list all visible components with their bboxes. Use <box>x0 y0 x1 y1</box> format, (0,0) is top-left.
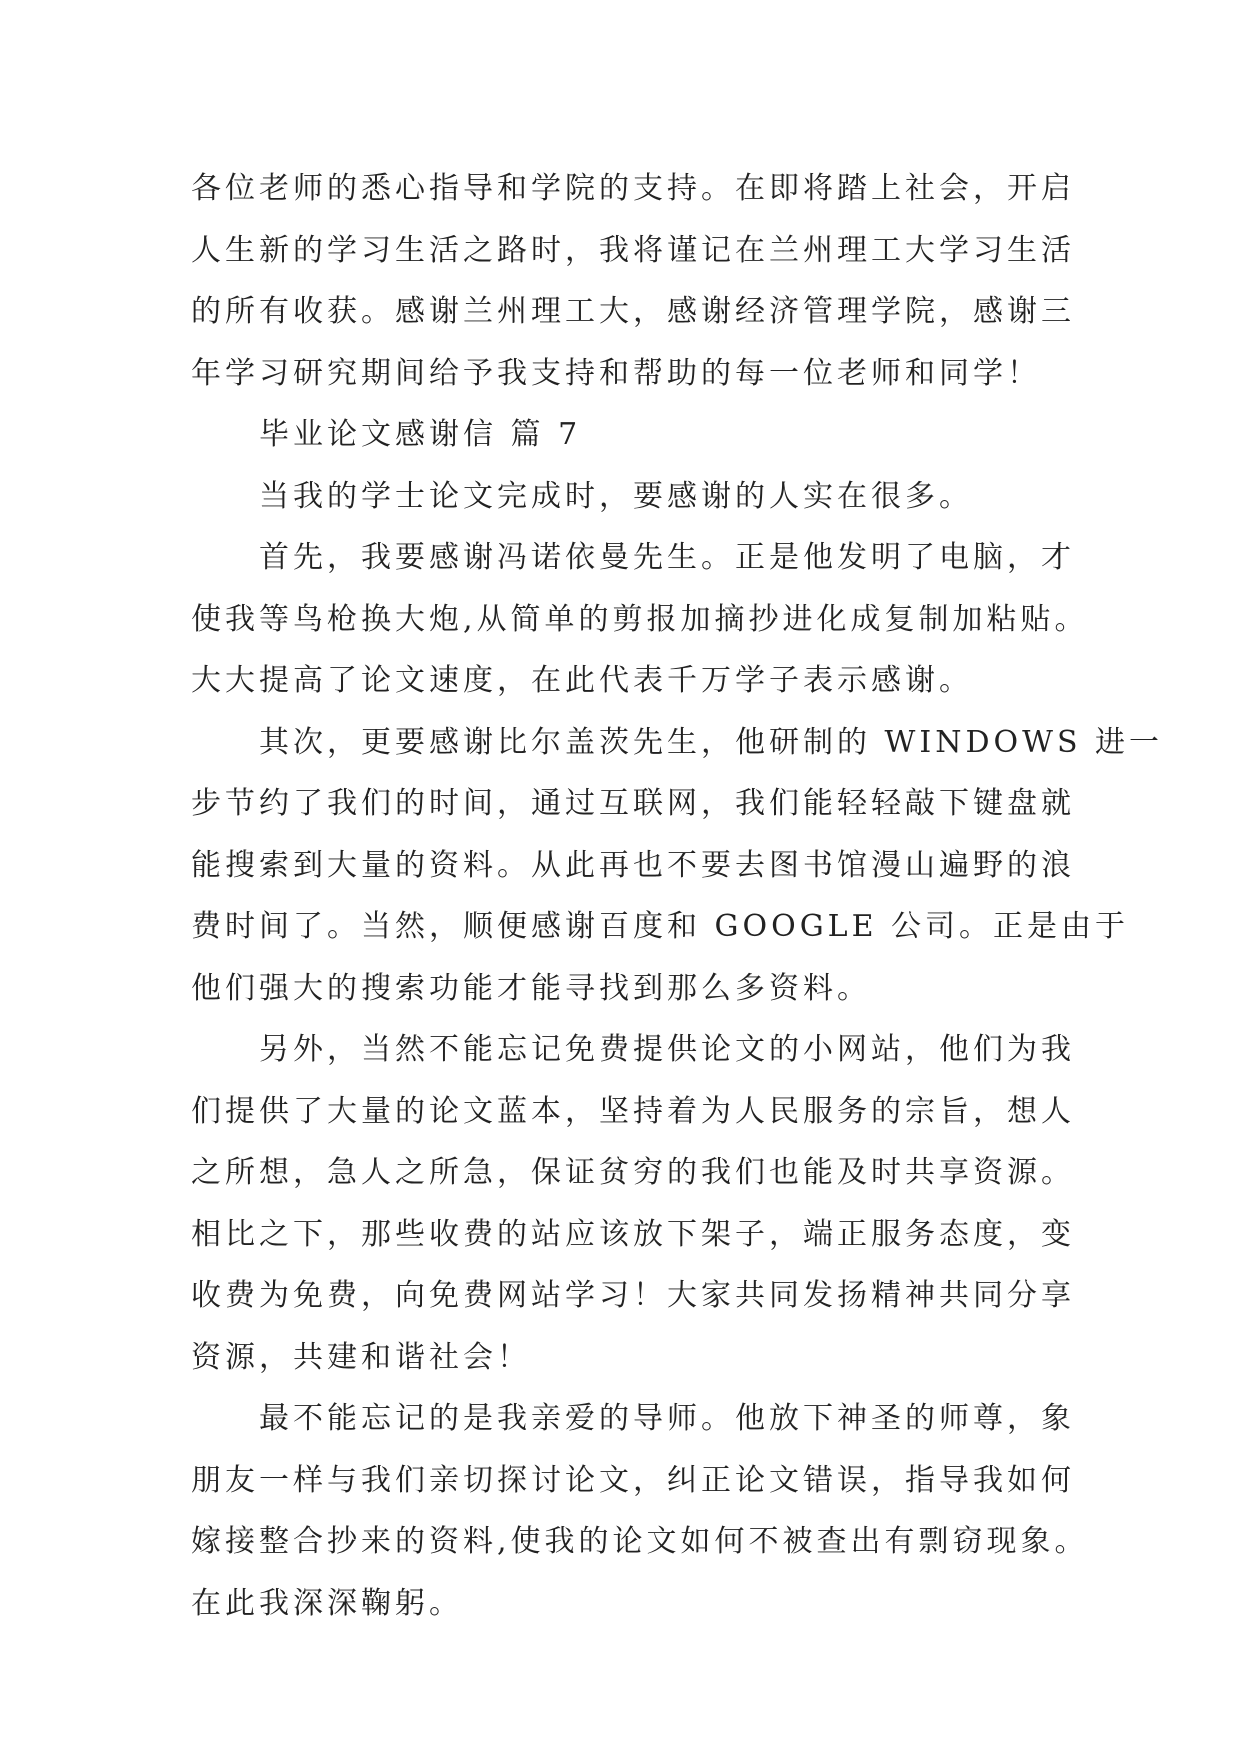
text-line: 嫁接整合抄来的资料,使我的论文如何不被查出有剽窃现象。 <box>191 1524 1089 1559</box>
text-line: 的所有收获。感谢兰州理工大，感谢经济管理学院，感谢三 <box>191 294 1075 329</box>
text-line: 使我等鸟枪换大炮,从简单的剪报加摘抄进化成复制加粘贴。 <box>191 601 1089 637</box>
text-line: 另外，当然不能忘记免费提供论文的小网站，他们为我 <box>259 1032 1075 1067</box>
text-line: 在此我深深鞠躬。 <box>191 1585 463 1621</box>
text-line: 朋友一样与我们亲切探讨论文，纠正论文错误，指导我如何 <box>191 1462 1075 1498</box>
document-body <box>191 158 1164 1634</box>
text-line: 当我的学士论文完成时，要感谢的人实在很多。 <box>259 478 973 514</box>
text-line: 能搜索到大量的资料。从此再也不要去图书馆漫山遍野的浪 <box>191 847 1075 883</box>
paragraph-first <box>191 527 1089 712</box>
paragraph-third <box>191 1019 1075 1388</box>
text-line: 资源，共建和谐社会！ <box>191 1339 531 1375</box>
text-line: 他们强大的搜索功能才能寻找到那么多资料。 <box>191 970 871 1006</box>
text-line: 步节约了我们的时间，通过互联网，我们能轻轻敲下键盘就 <box>191 786 1075 821</box>
text-line: 最不能忘记的是我亲爱的导师。他放下神圣的师尊，象 <box>259 1401 1075 1436</box>
text-line: 费时间了。当然，顺便感谢百度和 GOOGLE 公司。正是由于 <box>191 909 1130 944</box>
paragraph-second <box>191 712 1164 1020</box>
heading-line: 毕业论文感谢信 篇 7 <box>259 417 582 452</box>
text-line: 其次，更要感谢比尔盖茨先生，他研制的 WINDOWS 进一 <box>259 724 1164 760</box>
paragraph-intro <box>191 466 1071 528</box>
text-line: 收费为免费，向免费网站学习！大家共同发扬精神共同分享 <box>191 1278 1075 1313</box>
text-line: 各位老师的悉心指导和学院的支持。在即将踏上社会，开启 <box>191 171 1075 206</box>
text-line: 们提供了大量的论文蓝本，坚持着为人民服务的宗旨，想人 <box>191 1093 1075 1129</box>
paragraph-fourth <box>191 1388 1089 1634</box>
text-line: 大大提高了论文速度，在此代表千万学子表示感谢。 <box>191 663 973 698</box>
text-line: 人生新的学习生活之路时，我将谨记在兰州理工大学习生活 <box>191 232 1075 268</box>
section-heading <box>191 404 1071 466</box>
text-line: 之所想，急人之所急，保证贫穷的我们也能及时共享资源。 <box>191 1155 1075 1190</box>
text-line: 首先，我要感谢冯诺依曼先生。正是他发明了电脑，才 <box>259 540 1075 575</box>
text-line: 年学习研究期间给予我支持和帮助的每一位老师和同学！ <box>191 355 1041 391</box>
text-line: 相比之下，那些收费的站应该放下架子，端正服务态度，变 <box>191 1216 1075 1252</box>
paragraph-closing <box>191 158 1075 404</box>
